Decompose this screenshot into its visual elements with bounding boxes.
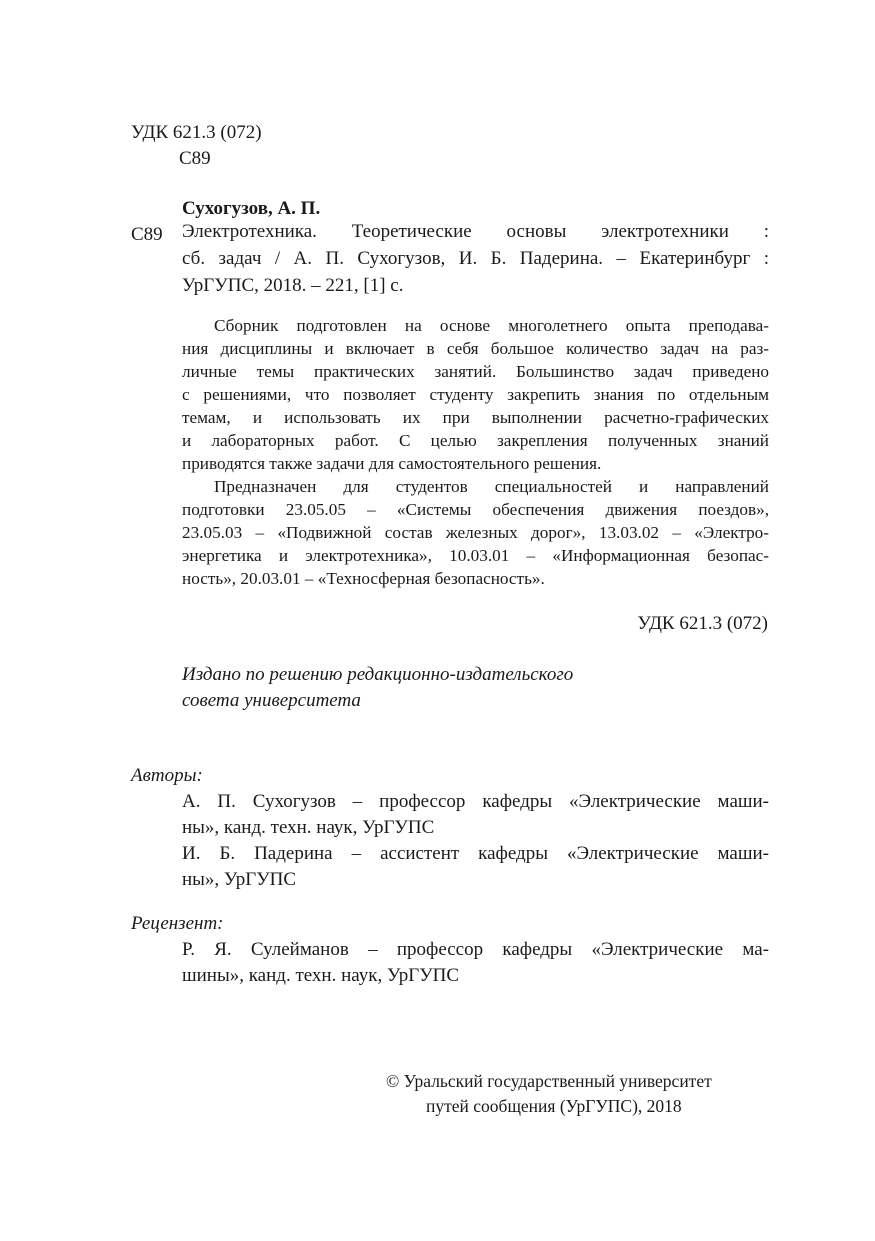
annotation-line: темам, и использовать их при выполнении расчетно-графических — [182, 408, 769, 427]
annotation-line: энергетика и электротехника», 10.03.01 – «Информационная безопас- — [182, 546, 769, 565]
annotation-line: личные темы практических занятий. Большинство задач приведено — [182, 362, 769, 381]
author-line: ны», УрГУПС — [182, 869, 297, 890]
annotation-line: ния дисциплины и включает в себя большое количество задач на раз- — [182, 339, 769, 358]
annotation-line: с решениями, что позволяет студенту закрепить знания по отдельным — [182, 385, 769, 404]
annotation-line: приводятся также задачи для самостоятельного решения. — [182, 454, 602, 473]
biblio-line: сб. задач / А. П. Сухогузов, И. Б. Падерина. – Екатеринбург : — [182, 248, 769, 269]
publisher-line: Издано по решению редакционно-издательского — [182, 664, 574, 685]
author-line: ны», канд. техн. наук, УрГУПС — [182, 817, 435, 838]
authors-list — [182, 789, 769, 893]
biblio-line: УрГУПС, 2018. – 221, [1] с. — [182, 275, 404, 296]
reviewer-line: Р. Я. Сулейманов – профессор кафедры «Электрические ма- — [182, 939, 769, 960]
annotation-line: 23.05.03 – «Подвижной состав железных дорог», 13.03.02 – «Электро- — [182, 523, 769, 542]
class-mark: С89 — [131, 224, 163, 245]
author-line: А. П. Сухогузов – профессор кафедры «Электрические маши- — [182, 791, 769, 812]
author-mark: С89 — [179, 148, 211, 169]
annotation-line: Сборник подготовлен на основе многолетнего опыта преподава- — [214, 316, 769, 335]
udc-code: УДК 621.3 (072) — [131, 122, 262, 143]
udc-code-right: УДК 621.3 (072) — [637, 613, 768, 634]
publisher-note — [182, 662, 573, 714]
annotation-line: ность», 20.03.01 – «Техносферная безопасность». — [182, 569, 545, 588]
biblio-line: Электротехника. Теоретические основы электротехники : — [182, 221, 769, 242]
bibliographic-description — [182, 218, 769, 299]
author-line: И. Б. Падерина – ассистент кафедры «Электрические маши- — [182, 843, 769, 864]
publisher-line: совета университета — [182, 690, 361, 711]
udc-block-top — [131, 120, 262, 172]
copyright-line: путей сообщения (УрГУПС), 2018 — [426, 1096, 682, 1116]
authors-label: Авторы: — [131, 765, 203, 786]
reviewer-line: шины», канд. техн. наук, УрГУПС — [182, 965, 460, 986]
copyright-notice — [386, 1069, 712, 1119]
annotation-line: подготовки 23.05.05 – «Системы обеспечения движения поездов», — [182, 500, 769, 519]
reviewer-label: Рецензент: — [131, 913, 224, 934]
reviewer-list — [182, 937, 769, 989]
author-heading: Сухогузов, А. П. — [182, 198, 321, 219]
annotation-line: и лабораторных работ. С целью закрепления полученных знаний — [182, 431, 769, 450]
copyright-line: © Уральский государственный университет — [386, 1071, 712, 1091]
annotation-line: Предназначен для студентов специальностей и направлений — [214, 477, 769, 496]
annotation — [182, 314, 769, 590]
